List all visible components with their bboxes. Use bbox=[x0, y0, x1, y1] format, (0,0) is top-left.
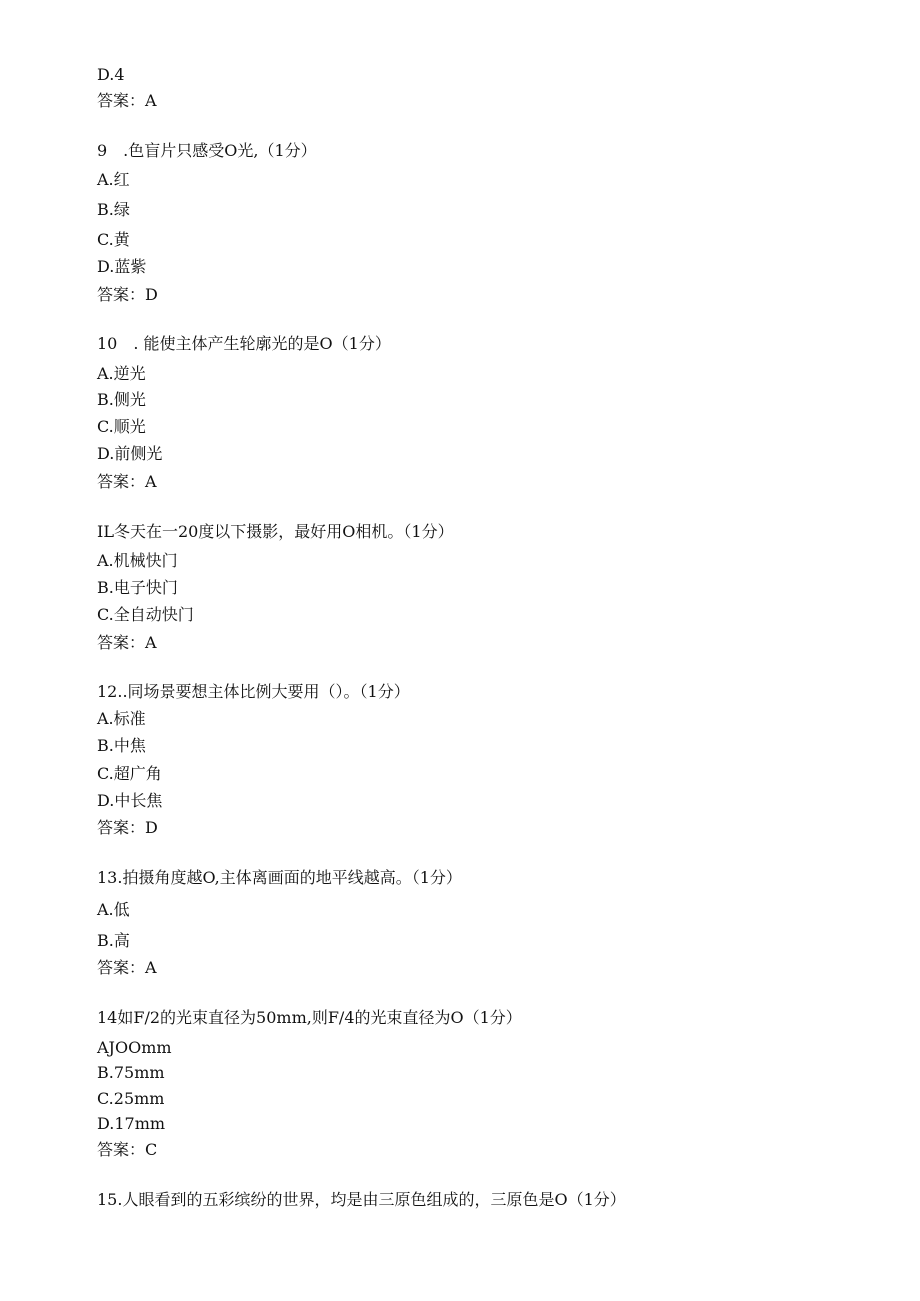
question-10: 10 . 能使主体产生轮廓光的是O（1分） bbox=[97, 334, 391, 353]
question-9: 9 .色盲片只感受O光,（1分） bbox=[97, 141, 317, 160]
answer: 答案：D bbox=[97, 285, 158, 304]
answer: 答案：C bbox=[97, 1140, 158, 1159]
option-a: A.标准 bbox=[97, 709, 146, 728]
option-d: D.前侧光 bbox=[97, 444, 163, 463]
option-d: D.中长焦 bbox=[97, 791, 163, 810]
option-a: A.低 bbox=[97, 900, 130, 919]
option-c: C.黄 bbox=[97, 230, 130, 249]
answer: 答案：A bbox=[97, 472, 157, 491]
option-a: A.机械快门 bbox=[97, 551, 178, 570]
option-c: C.顺光 bbox=[97, 417, 146, 436]
option-b: B.电子快门 bbox=[97, 578, 178, 597]
option-c: C.超广角 bbox=[97, 764, 162, 783]
question-12: 12..同场景要想主体比例大要用（）。（1分） bbox=[97, 682, 410, 701]
question-14: 14如F/2的光束直径为50mm,则F/4的光束直径为O（1分） bbox=[97, 1008, 522, 1027]
option-d: D.17mm bbox=[97, 1114, 166, 1133]
answer: 答案：D bbox=[97, 818, 158, 837]
answer: 答案：A bbox=[97, 91, 157, 110]
option-a: AJOOmm bbox=[97, 1038, 172, 1057]
option-b: B.高 bbox=[97, 931, 130, 950]
question-11: IL冬天在一20度以下摄影，最好用O相机。（1分） bbox=[97, 522, 454, 541]
option-d: D.4 bbox=[97, 65, 125, 84]
option-a: A.逆光 bbox=[97, 364, 146, 383]
question-15: 15.人眼看到的五彩缤纷的世界，均是由三原色组成的，三原色是O（1分） bbox=[97, 1190, 626, 1209]
option-d: D.蓝紫 bbox=[97, 257, 147, 276]
option-b: B.75mm bbox=[97, 1063, 165, 1082]
option-b: B.中焦 bbox=[97, 736, 146, 755]
option-b: B.侧光 bbox=[97, 390, 146, 409]
option-c: C.全自动快门 bbox=[97, 605, 194, 624]
option-c: C.25mm bbox=[97, 1089, 165, 1108]
option-a: A.红 bbox=[97, 170, 130, 189]
answer: 答案：A bbox=[97, 958, 157, 977]
answer: 答案：A bbox=[97, 633, 157, 652]
option-b: B.绿 bbox=[97, 200, 130, 219]
question-13: 13.拍摄角度越O,主体离画面的地平线越高。（1分） bbox=[97, 868, 462, 887]
